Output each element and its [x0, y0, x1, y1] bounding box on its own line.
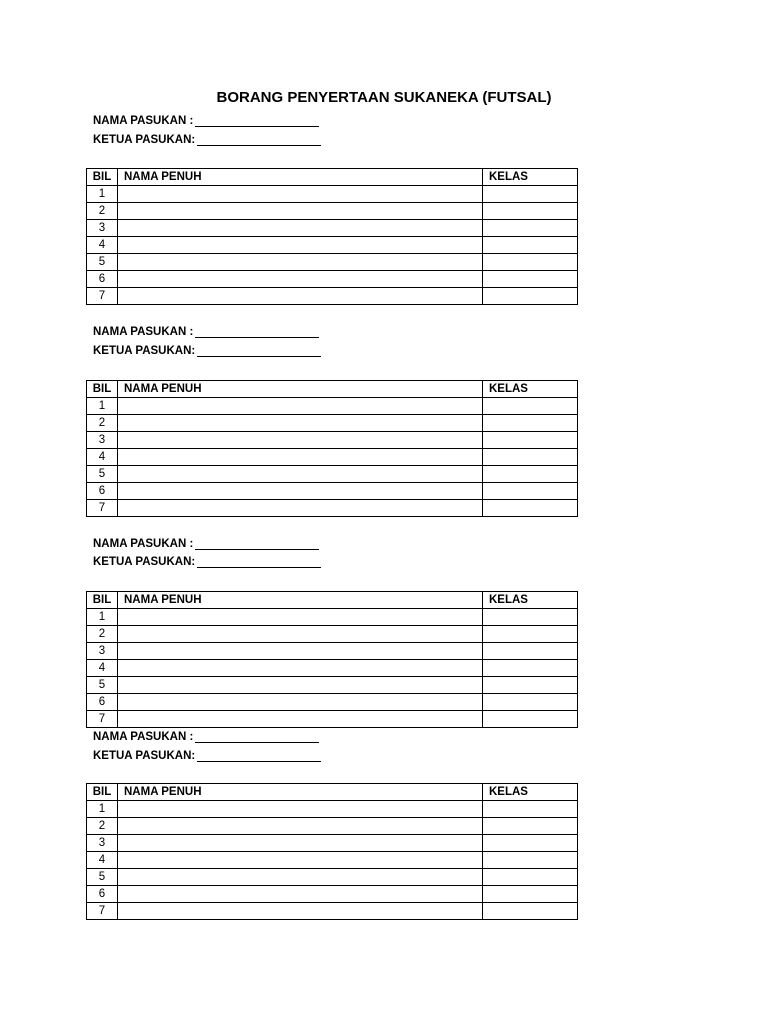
table-row — [87, 449, 578, 466]
team-captain-field[interactable] — [93, 341, 321, 357]
class-cell[interactable] — [483, 288, 578, 305]
row-number: 1 — [87, 398, 118, 415]
class-cell[interactable] — [483, 694, 578, 711]
name-cell[interactable] — [118, 869, 483, 886]
team-captain-blank[interactable] — [197, 132, 321, 146]
row-number: 7 — [87, 711, 118, 728]
table-row — [87, 643, 578, 660]
class-cell[interactable] — [483, 852, 578, 869]
class-cell[interactable] — [483, 818, 578, 835]
class-cell[interactable] — [483, 660, 578, 677]
team-captain-label: KETUA PASUKAN: — [93, 750, 196, 762]
name-cell[interactable] — [118, 643, 483, 660]
name-cell[interactable] — [118, 609, 483, 626]
team-captain-field[interactable] — [93, 746, 321, 762]
team-name-blank[interactable] — [195, 113, 319, 127]
row-number: 5 — [87, 254, 118, 271]
row-number: 7 — [87, 500, 118, 517]
team-name-label: NAMA PASUKAN : — [93, 115, 194, 127]
row-number: 5 — [87, 869, 118, 886]
name-cell[interactable] — [118, 432, 483, 449]
table-row — [87, 415, 578, 432]
name-cell[interactable] — [118, 660, 483, 677]
header-nama-penuh: NAMA PENUH — [118, 592, 483, 609]
roster-table — [86, 168, 578, 305]
team-captain-label: KETUA PASUKAN: — [93, 134, 196, 146]
class-cell[interactable] — [483, 711, 578, 728]
class-cell[interactable] — [483, 483, 578, 500]
row-number: 1 — [87, 609, 118, 626]
team-captain-label: KETUA PASUKAN: — [93, 345, 196, 357]
name-cell[interactable] — [118, 398, 483, 415]
team-name-field[interactable] — [93, 111, 319, 127]
form-title: BORANG PENYERTAAN SUKANEKA (FUTSAL) — [216, 89, 552, 106]
row-number: 2 — [87, 203, 118, 220]
class-cell[interactable] — [483, 677, 578, 694]
table-row — [87, 677, 578, 694]
name-cell[interactable] — [118, 483, 483, 500]
row-number: 6 — [87, 483, 118, 500]
name-cell[interactable] — [118, 186, 483, 203]
name-cell[interactable] — [118, 466, 483, 483]
team-name-field[interactable] — [93, 534, 319, 550]
table-row — [87, 500, 578, 517]
header-bil: BIL — [87, 381, 118, 398]
class-cell[interactable] — [483, 886, 578, 903]
row-number: 6 — [87, 271, 118, 288]
name-cell[interactable] — [118, 694, 483, 711]
roster-table — [86, 591, 578, 728]
table-row — [87, 609, 578, 626]
table-row — [87, 626, 578, 643]
team-captain-blank[interactable] — [197, 554, 321, 568]
row-number: 6 — [87, 694, 118, 711]
name-cell[interactable] — [118, 852, 483, 869]
table-row — [87, 801, 578, 818]
table-row — [87, 694, 578, 711]
table-row — [87, 220, 578, 237]
team-name-label: NAMA PASUKAN : — [93, 731, 194, 743]
class-cell[interactable] — [483, 449, 578, 466]
table-row — [87, 483, 578, 500]
header-bil: BIL — [87, 784, 118, 801]
name-cell[interactable] — [118, 903, 483, 920]
team-name-label: NAMA PASUKAN : — [93, 326, 194, 338]
team-captain-blank[interactable] — [197, 343, 321, 357]
team-name-blank[interactable] — [195, 536, 319, 550]
row-number: 7 — [87, 903, 118, 920]
row-number: 3 — [87, 835, 118, 852]
team-name-field[interactable] — [93, 322, 319, 338]
class-cell[interactable] — [483, 186, 578, 203]
row-number: 4 — [87, 237, 118, 254]
name-cell[interactable] — [118, 500, 483, 517]
header-nama-penuh: NAMA PENUH — [118, 381, 483, 398]
team-name-blank[interactable] — [195, 324, 319, 338]
row-number: 2 — [87, 818, 118, 835]
name-cell[interactable] — [118, 203, 483, 220]
name-cell[interactable] — [118, 254, 483, 271]
table-row — [87, 835, 578, 852]
row-number: 1 — [87, 801, 118, 818]
class-cell[interactable] — [483, 609, 578, 626]
roster-table — [86, 783, 578, 920]
name-cell[interactable] — [118, 835, 483, 852]
table-header-row — [87, 592, 578, 609]
row-number: 1 — [87, 186, 118, 203]
name-cell[interactable] — [118, 886, 483, 903]
row-number: 4 — [87, 449, 118, 466]
table-row — [87, 886, 578, 903]
name-cell[interactable] — [118, 271, 483, 288]
table-row — [87, 271, 578, 288]
team-captain-blank[interactable] — [197, 748, 321, 762]
header-kelas: KELAS — [483, 784, 578, 801]
team-name-label: NAMA PASUKAN : — [93, 538, 194, 550]
row-number: 3 — [87, 220, 118, 237]
row-number: 4 — [87, 660, 118, 677]
class-cell[interactable] — [483, 415, 578, 432]
class-cell[interactable] — [483, 626, 578, 643]
name-cell[interactable] — [118, 677, 483, 694]
row-number: 2 — [87, 626, 118, 643]
table-row — [87, 398, 578, 415]
team-captain-field[interactable] — [93, 130, 321, 146]
row-number: 5 — [87, 466, 118, 483]
table-row — [87, 903, 578, 920]
class-cell[interactable] — [483, 500, 578, 517]
row-number: 2 — [87, 415, 118, 432]
class-cell[interactable] — [483, 203, 578, 220]
class-cell[interactable] — [483, 903, 578, 920]
team-captain-label: KETUA PASUKAN: — [93, 556, 196, 568]
table-row — [87, 254, 578, 271]
name-cell[interactable] — [118, 220, 483, 237]
table-row — [87, 288, 578, 305]
table-row — [87, 466, 578, 483]
header-kelas: KELAS — [483, 381, 578, 398]
table-row — [87, 237, 578, 254]
class-cell[interactable] — [483, 220, 578, 237]
header-bil: BIL — [87, 169, 118, 186]
row-number: 3 — [87, 432, 118, 449]
row-number: 5 — [87, 677, 118, 694]
table-row — [87, 818, 578, 835]
table-row — [87, 711, 578, 728]
table-row — [87, 186, 578, 203]
table-row — [87, 660, 578, 677]
header-kelas: KELAS — [483, 169, 578, 186]
class-cell[interactable] — [483, 835, 578, 852]
team-captain-field[interactable] — [93, 552, 321, 568]
name-cell[interactable] — [118, 626, 483, 643]
team-name-blank[interactable] — [195, 729, 319, 743]
table-row — [87, 432, 578, 449]
table-header-row — [87, 784, 578, 801]
class-cell[interactable] — [483, 466, 578, 483]
name-cell[interactable] — [118, 801, 483, 818]
header-nama-penuh: NAMA PENUH — [118, 169, 483, 186]
header-nama-penuh: NAMA PENUH — [118, 784, 483, 801]
class-cell[interactable] — [483, 643, 578, 660]
header-bil: BIL — [87, 592, 118, 609]
row-number: 7 — [87, 288, 118, 305]
name-cell[interactable] — [118, 711, 483, 728]
table-header-row — [87, 169, 578, 186]
name-cell[interactable] — [118, 818, 483, 835]
name-cell[interactable] — [118, 237, 483, 254]
class-cell[interactable] — [483, 237, 578, 254]
table-row — [87, 869, 578, 886]
class-cell[interactable] — [483, 869, 578, 886]
row-number: 6 — [87, 886, 118, 903]
roster-table — [86, 380, 578, 517]
header-kelas: KELAS — [483, 592, 578, 609]
class-cell[interactable] — [483, 432, 578, 449]
name-cell[interactable] — [118, 449, 483, 466]
table-row — [87, 203, 578, 220]
table-row — [87, 852, 578, 869]
row-number: 3 — [87, 643, 118, 660]
class-cell[interactable] — [483, 271, 578, 288]
name-cell[interactable] — [118, 415, 483, 432]
class-cell[interactable] — [483, 801, 578, 818]
name-cell[interactable] — [118, 288, 483, 305]
table-header-row — [87, 381, 578, 398]
class-cell[interactable] — [483, 398, 578, 415]
team-name-field[interactable] — [93, 727, 319, 743]
row-number: 4 — [87, 852, 118, 869]
class-cell[interactable] — [483, 254, 578, 271]
